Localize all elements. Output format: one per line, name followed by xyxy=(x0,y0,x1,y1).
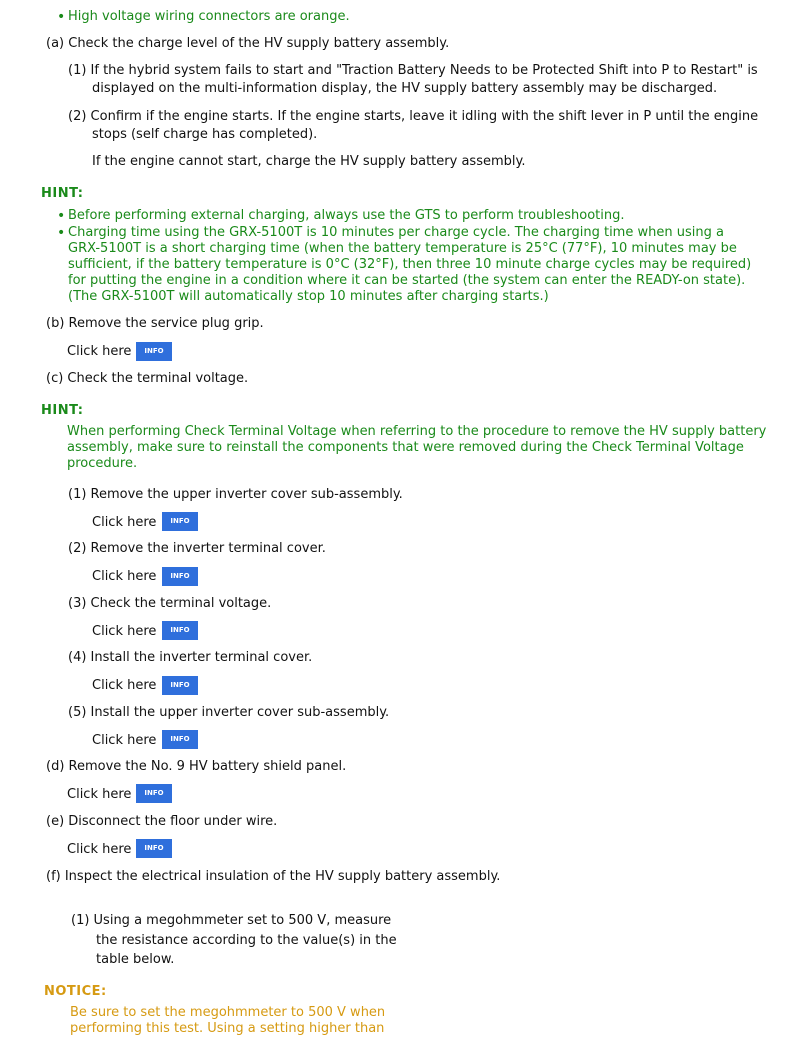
click-here-label: Click here xyxy=(92,624,157,639)
hint-item xyxy=(68,225,751,305)
click-here-label: Click here xyxy=(92,678,157,693)
hint-line: for putting the engine in a condition where it can be started (the system can enter the READY-on state). xyxy=(68,273,746,288)
notice-line: performing this test. Using a setting higher than xyxy=(70,1021,385,1036)
step-f1-line2: the resistance according to the value(s) in the xyxy=(96,933,397,948)
info-button[interactable]: INFO xyxy=(162,676,198,695)
step-a2-line1: (2) Confirm if the engine starts. If the engine starts, leave it idling with the shift lever in P until the engine xyxy=(68,109,759,124)
info-button[interactable]: INFO xyxy=(136,839,172,858)
hint-line: GRX-5100T is a short charging time (when the battery temperature is 25°C (77°F), 10 minutes may be xyxy=(68,241,737,256)
info-button[interactable]: INFO xyxy=(136,342,172,361)
hint-line: assembly, make sure to reinstall the components that were removed during the Check Terminal Voltage xyxy=(67,440,744,455)
info-button[interactable]: INFO xyxy=(162,730,198,749)
hint-line: (The GRX-5100T will automatically stop 10 minutes after charging starts.) xyxy=(68,289,549,304)
hint-item: Before performing external charging, always use the GTS to perform troubleshooting. xyxy=(68,208,625,223)
bullet-dot: • xyxy=(57,225,66,241)
click-here-label: Click here xyxy=(67,842,132,857)
step-e-text: (e) Disconnect the floor under wire. xyxy=(46,814,278,829)
note-text: High voltage wiring connectors are orange. xyxy=(68,9,350,24)
hint-paragraph xyxy=(67,424,766,472)
notice-label: NOTICE: xyxy=(44,984,107,999)
hint-line: Charging time using the GRX-5100T is 10 minutes per charge cycle. The charging time when using a xyxy=(68,225,724,240)
step-f1-line1: (1) Using a megohmmeter set to 500 V, measure xyxy=(71,913,392,928)
step-a-text: (a) Check the charge level of the HV supply battery assembly. xyxy=(46,36,450,51)
step-b-text: (b) Remove the service plug grip. xyxy=(46,316,264,331)
substep-c1: (1) Remove the upper inverter cover sub-assembly. xyxy=(68,487,403,502)
step-d-text: (d) Remove the No. 9 HV battery shield panel. xyxy=(46,759,347,774)
hint-label: HINT: xyxy=(41,403,84,418)
hint-label: HINT: xyxy=(41,186,84,201)
substep-c5: (5) Install the upper inverter cover sub-assembly. xyxy=(68,705,390,720)
hint-line: sufficient, if the battery temperature is 0°C (32°F), then three 10 minute charge cycles may be required) xyxy=(68,257,752,272)
info-button[interactable]: INFO xyxy=(162,512,198,531)
step-a1-line2: displayed on the multi-information display, the HV supply battery assembly may be discharged. xyxy=(92,81,718,96)
bullet-dot: • xyxy=(57,9,66,25)
substep-c3: (3) Check the terminal voltage. xyxy=(68,596,272,611)
click-here-label: Click here xyxy=(92,569,157,584)
substep-c4: (4) Install the inverter terminal cover. xyxy=(68,650,313,665)
click-here-label: Click here xyxy=(92,733,157,748)
info-button[interactable]: INFO xyxy=(162,621,198,640)
substep-c2: (2) Remove the inverter terminal cover. xyxy=(68,541,326,556)
step-a2-line2: stops (self charge has completed). xyxy=(92,127,318,142)
hint-line: procedure. xyxy=(67,456,138,471)
bullet-dot: • xyxy=(57,208,66,224)
info-button[interactable]: INFO xyxy=(162,567,198,586)
click-here-label: Click here xyxy=(67,787,132,802)
step-f-text: (f) Inspect the electrical insulation of the HV supply battery assembly. xyxy=(46,869,501,884)
step-f1-line3: table below. xyxy=(96,952,175,967)
click-here-label: Click here xyxy=(92,515,157,530)
step-a2-line3: If the engine cannot start, charge the HV supply battery assembly. xyxy=(92,154,526,169)
info-button[interactable]: INFO xyxy=(136,784,172,803)
notice-line: Be sure to set the megohmmeter to 500 V when xyxy=(70,1005,386,1020)
click-here-label: Click here xyxy=(67,344,132,359)
step-c-text: (c) Check the terminal voltage. xyxy=(46,371,249,386)
hint-line: When performing Check Terminal Voltage when referring to the procedure to remove the HV supply battery xyxy=(67,424,767,439)
step-a1-line1: (1) If the hybrid system fails to start and "Traction Battery Needs to be Protected Shift into P to Restart" is xyxy=(68,63,758,78)
